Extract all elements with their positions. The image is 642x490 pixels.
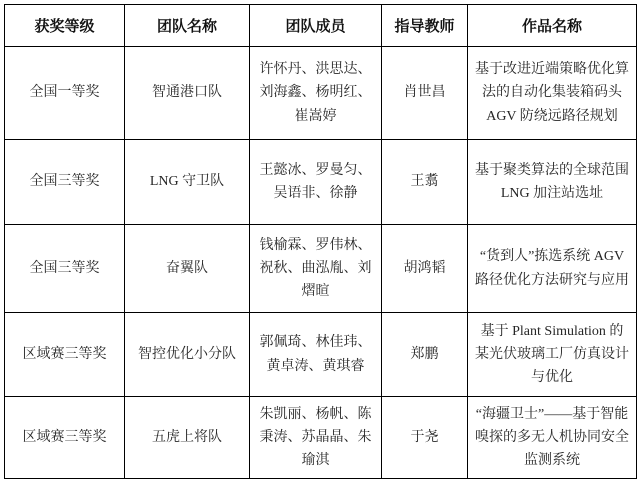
cell-team-name: 奋翼队 [125,225,250,313]
awards-table [4,4,637,479]
cell-work-name: “货到人”拣选系统 AGV 路径优化方法研究与应用 [468,225,637,313]
cell-advisor: 胡鸿韬 [382,225,468,313]
cell-team-members: 郭佩琦、林佳玮、黄卓涛、黄琪睿 [250,313,382,397]
cell-team-members: 许怀丹、洪思达、刘海鑫、杨明红、崔嵩婷 [250,47,382,140]
table-row [5,397,637,479]
cell-advisor: 郑鹏 [382,313,468,397]
table-row [5,313,637,397]
header-team-members: 团队成员 [250,5,382,47]
cell-team-name: 智控优化小分队 [125,313,250,397]
cell-team-name: 智通港口队 [125,47,250,140]
cell-work-name: “海疆卫士”——基于智能嗅探的多无人机协同安全监测系统 [468,397,637,479]
cell-award-level: 全国三等奖 [5,225,125,313]
cell-advisor: 肖世昌 [382,47,468,140]
table-row [5,225,637,313]
header-team-name: 团队名称 [125,5,250,47]
cell-team-name: 五虎上将队 [125,397,250,479]
cell-work-name: 基于 Plant Simulation 的某光伏玻璃工厂仿真设计与优化 [468,313,637,397]
cell-team-name: LNG 守卫队 [125,140,250,225]
cell-award-level: 区域赛三等奖 [5,397,125,479]
cell-advisor: 于尧 [382,397,468,479]
header-advisor: 指导教师 [382,5,468,47]
cell-team-members: 王懿冰、罗曼匀、吴语非、徐静 [250,140,382,225]
header-work-name: 作品名称 [468,5,637,47]
table-row [5,47,637,140]
cell-team-members: 钱榆霖、罗伟林、祝秋、曲泓胤、刘熠暄 [250,225,382,313]
cell-award-level: 全国三等奖 [5,140,125,225]
cell-work-name: 基于改进近端策略优化算法的自动化集装箱码头 AGV 防绕远路径规划 [468,47,637,140]
cell-award-level: 区域赛三等奖 [5,313,125,397]
cell-team-members: 朱凯丽、杨帆、陈秉涛、苏晶晶、朱瑜淇 [250,397,382,479]
cell-work-name: 基于聚类算法的全球范围 LNG 加注站选址 [468,140,637,225]
table-row [5,140,637,225]
table-header-row [5,5,637,47]
header-award-level: 获奖等级 [5,5,125,47]
cell-advisor: 王翥 [382,140,468,225]
cell-award-level: 全国一等奖 [5,47,125,140]
